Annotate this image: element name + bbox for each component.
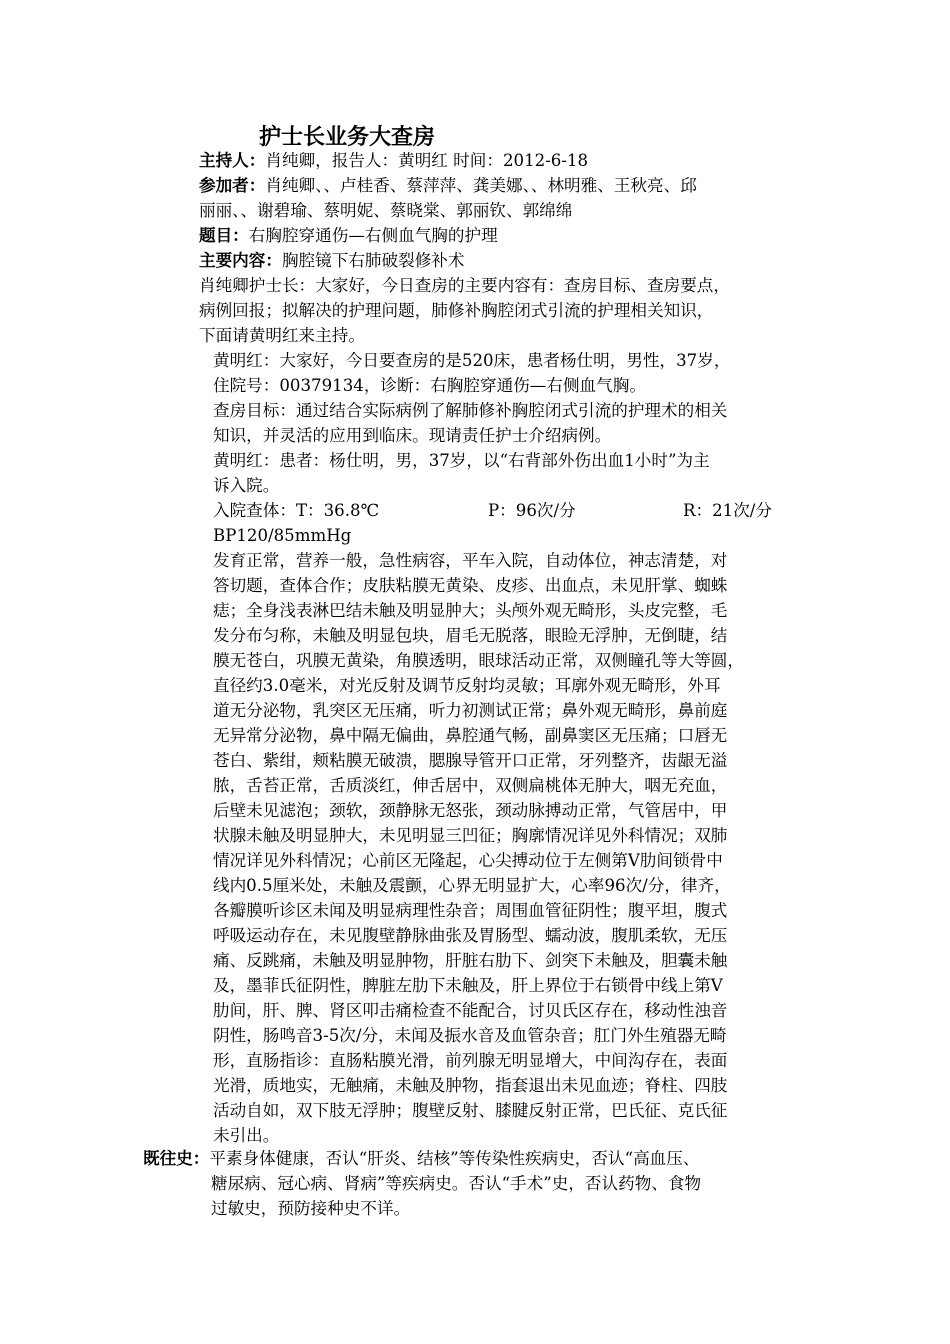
exam-line: 痣；全身浅表淋巴结未触及明显肿大；头颅外观无畸形，头皮完整，毛 [213,601,728,620]
host-line [199,148,811,173]
topic-text: 右胸腔穿通伤—右侧血气胸的护理 [248,226,498,245]
exam-line: 形，直肠指诊：直肠粘膜光滑，前列腺无明显增大，中间沟存在，表面 [213,1051,728,1070]
case-report [213,348,811,1148]
exam-line: 阴性，肠鸣音3-5次/分，未闻及振水音及血管杂音；肛门外生殖器无畸 [213,1026,727,1045]
vitals-line [213,498,811,523]
history-text: 平素身体健康，否认“肝炎、结核”等传染性疾病史，否认“高血压、 [209,1149,700,1168]
opening-line: 黄明红：大家好，今日要查房的是520床，患者杨仕明，男性，37岁， [213,351,731,370]
exam-line: 活动自如，双下肢无浮肿；腹壁反射、膝腱反射正常，巴氏征、克氏征 [213,1101,728,1120]
intro-line: 肖纯卿护士长：大家好，今日查房的主要内容有：查房目标、查房要点， [199,276,730,295]
intro-line: 病例回报；拟解决的护理问题，肺修补胸腔闭式引流的护理相关知识， [199,301,714,320]
exam-line: 及，墨菲氏征阴性，脾脏左肋下未触及，肝上界位于右锁骨中线上第Ⅴ [213,976,723,995]
host-text: 肖纯卿，报告人：黄明红 时间：2012-6-18 [265,151,589,170]
exam-line: 脓，舌苔正常，舌质淡红，伸舌居中，双侧扁桃体无肿大，咽无充血， [213,776,728,795]
page-title: 护士长业务大查房 [259,125,436,150]
patient-line: 诉入院。 [213,476,280,495]
exam-line: 道无分泌物，乳突区无压痛，听力初测试正常；鼻外观无畸形，鼻前庭 [213,701,728,720]
participants-line-2: 丽丽、、谢碧瑜、蔡明妮、蔡晓棠、郭丽钦、郭绵绵 [199,201,573,220]
exam-line: 未引出。 [213,1126,280,1145]
host-label: 主持人： [199,151,266,170]
resp-value: R：21次/分 [683,501,772,520]
pulse-value: P：96次/分 [488,501,576,520]
content-label: 主要内容： [199,251,282,270]
topic-label: 题目： [199,226,249,245]
history-line [143,1146,811,1171]
goal-line: 知识，并灵活的应用到临床。现请责任护士介绍病例。 [213,426,612,445]
participants-text: 肖纯卿、、卢桂香、蔡萍萍、龚美娜、、林明雅、王秋亮、邱 [265,176,697,195]
history-line-3: 过敏史，预防接种史不详。 [211,1199,411,1218]
exam-line: 苍白、紫绀，颊粘膜无破溃，腮腺导管开口正常，牙列整齐，齿龈无溢 [213,751,728,770]
goal-line: 查房目标：通过结合实际病例了解肺修补胸腔闭式引流的护理术的相关 [213,401,728,420]
past-history [143,1146,811,1221]
content-line [199,248,811,273]
exam-line: 呼吸运动存在，未见腹壁静脉曲张及胃肠型、蠕动波，腹肌柔软，无压 [213,926,728,945]
exam-line: 肋间，肝、脾、肾区叩击痛检查不能配合，讨贝氏区存在，移动性浊音 [213,1001,728,1020]
meta-section [199,148,811,273]
exam-line: 膜无苍白，巩膜无黄染，角膜透明，眼球活动正常，双侧瞳孔等大等圆， [213,651,744,670]
content-text: 胸腔镜下右肺破裂修补术 [281,251,465,270]
history-line-2: 糖尿病、冠心病、肾病”等疾病史。否认“手术”史，否认药物、食物 [211,1174,702,1193]
exam-line: 无异常分泌物，鼻中隔无偏曲，鼻腔通气畅，副鼻窦区无压痛；口唇无 [213,726,728,745]
exam-line: 各瓣膜听诊区未闻及明显病理性杂音；周围血管征阴性；腹平坦，腹式 [213,901,728,920]
exam-line: 答切题，查体合作；皮肤粘膜无黄染、皮疹、出血点，未见肝掌、蜘蛛 [213,576,728,595]
opening-line: 住院号：00379134，诊断：右胸腔穿通伤—右侧血气胸。 [213,376,646,395]
participants-label: 参加者： [199,176,266,195]
exam-line: 情况详见外科情况；心前区无隆起，心尖搏动位于左侧第Ⅴ肋间锁骨中 [213,851,723,870]
history-label: 既往史： [143,1149,210,1168]
intro-line: 下面请黄明红来主持。 [199,326,365,345]
exam-line: 状腺未触及明显肿大，未见明显三凹征；胸廓情况详见外科情况；双肺 [213,826,728,845]
exam-line: 线内0.5厘米处，未触及震颤，心界无明显扩大，心率96次/分，律齐， [213,876,731,895]
participants-line [199,173,811,198]
bp-value: BP120/85mmHg [213,526,352,545]
exam-line: 发育正常，营养一般，急性病容，平车入院，自动体位，神志清楚，对 [213,551,728,570]
intro-paragraph [199,273,811,348]
exam-line: 直径约3.0毫米，对光反射及调节反射均灵敏；耳廓外观无畸形，外耳 [213,676,721,695]
topic-line [199,223,811,248]
exam-line: 光滑，质地实，无触痛，未触及肿物，指套退出未见血迹；脊柱、四肢 [213,1076,728,1095]
exam-temperature: 入院查体：T：36.8℃ [213,501,380,520]
exam-line: 痛、反跳痛，未触及明显肿物，肝脏右肋下、剑突下未触及，胆囊未触 [213,951,728,970]
exam-line: 后壁未见滤泡；颈软，颈静脉无怒张，颈动脉搏动正常，气管居中，甲 [213,801,728,820]
patient-line: 黄明红：患者：杨仕明，男，37岁，以“右背部外伤出血1小时”为主 [213,451,710,470]
exam-line: 发分布匀称，未触及明显包块，眉毛无脱落，眼睑无浮肿，无倒睫，结 [213,626,728,645]
